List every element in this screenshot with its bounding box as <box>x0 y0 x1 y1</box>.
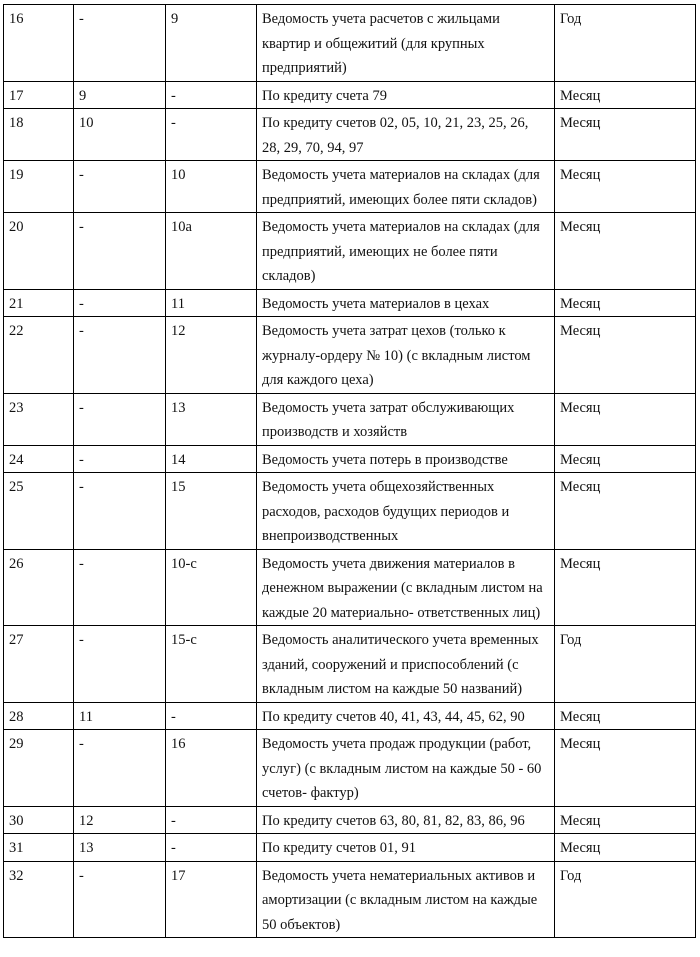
table-row <box>4 213 696 290</box>
table-row <box>4 702 696 730</box>
row-number: 28 <box>4 702 74 730</box>
period: Месяц <box>555 289 696 317</box>
period: Месяц <box>555 213 696 290</box>
register-description: По кредиту счетов 40, 41, 43, 44, 45, 62, 90 <box>257 702 555 730</box>
journal-order-number: 9 <box>74 81 166 109</box>
register-description: Ведомость учета расчетов с жильцами квартир и общежитий (для крупных предприятий) <box>257 5 555 82</box>
period: Месяц <box>555 730 696 807</box>
journal-order-number: - <box>74 626 166 703</box>
row-number: 22 <box>4 317 74 394</box>
journal-order-number: - <box>74 289 166 317</box>
row-number: 19 <box>4 161 74 213</box>
statement-number: 10 <box>166 161 257 213</box>
journal-order-number: - <box>74 5 166 82</box>
row-number: 26 <box>4 549 74 626</box>
journal-order-number: - <box>74 861 166 938</box>
table-row <box>4 626 696 703</box>
row-number: 16 <box>4 5 74 82</box>
registers-table <box>3 4 696 938</box>
register-description: Ведомость учета нематериальных активов и амортизации (с вкладным листом на каждые 50 объектов) <box>257 861 555 938</box>
period: Год <box>555 5 696 82</box>
row-number: 30 <box>4 806 74 834</box>
row-number: 32 <box>4 861 74 938</box>
period: Месяц <box>555 702 696 730</box>
period: Месяц <box>555 445 696 473</box>
period: Месяц <box>555 317 696 394</box>
journal-order-number: - <box>74 393 166 445</box>
register-description: Ведомость учета движения материалов в денежном выражении (с вкладным листом на каждые 20 материально- ответственных лиц) <box>257 549 555 626</box>
table-row <box>4 393 696 445</box>
row-number: 17 <box>4 81 74 109</box>
journal-order-number: - <box>74 473 166 550</box>
register-description: Ведомость учета потерь в производстве <box>257 445 555 473</box>
row-number: 24 <box>4 445 74 473</box>
table-row <box>4 473 696 550</box>
row-number: 31 <box>4 834 74 862</box>
register-description: По кредиту счета 79 <box>257 81 555 109</box>
table-row <box>4 317 696 394</box>
row-number: 23 <box>4 393 74 445</box>
period: Месяц <box>555 109 696 161</box>
statement-number: 14 <box>166 445 257 473</box>
table-row <box>4 109 696 161</box>
journal-order-number: 10 <box>74 109 166 161</box>
statement-number: - <box>166 806 257 834</box>
statement-number: - <box>166 702 257 730</box>
journal-order-number: - <box>74 317 166 394</box>
row-number: 20 <box>4 213 74 290</box>
table-row <box>4 861 696 938</box>
statement-number: 15-с <box>166 626 257 703</box>
table-body <box>4 5 696 938</box>
register-description: Ведомость учета затрат цехов (только к журналу-ордеру № 10) (с вкладным листом для каждого цеха) <box>257 317 555 394</box>
statement-number: 12 <box>166 317 257 394</box>
register-description: Ведомость учета затрат обслуживающих производств и хозяйств <box>257 393 555 445</box>
period: Год <box>555 626 696 703</box>
table-row <box>4 806 696 834</box>
table-row <box>4 161 696 213</box>
row-number: 27 <box>4 626 74 703</box>
table-row <box>4 730 696 807</box>
journal-order-number: - <box>74 445 166 473</box>
statement-number: 11 <box>166 289 257 317</box>
period: Месяц <box>555 161 696 213</box>
journal-order-number: - <box>74 161 166 213</box>
journal-order-number: 13 <box>74 834 166 862</box>
statement-number: - <box>166 81 257 109</box>
statement-number: 17 <box>166 861 257 938</box>
statement-number: 13 <box>166 393 257 445</box>
row-number: 18 <box>4 109 74 161</box>
journal-order-number: 11 <box>74 702 166 730</box>
statement-number: 15 <box>166 473 257 550</box>
register-description: По кредиту счетов 01, 91 <box>257 834 555 862</box>
period: Месяц <box>555 473 696 550</box>
journal-order-number: - <box>74 549 166 626</box>
register-description: Ведомость учета продаж продукции (работ, услуг) (с вкладным листом на каждые 50 - 60 счетов- фактур) <box>257 730 555 807</box>
table-row <box>4 5 696 82</box>
row-number: 29 <box>4 730 74 807</box>
period: Месяц <box>555 834 696 862</box>
statement-number: 10а <box>166 213 257 290</box>
register-description: По кредиту счетов 02, 05, 10, 21, 23, 25, 26, 28, 29, 70, 94, 97 <box>257 109 555 161</box>
period: Месяц <box>555 393 696 445</box>
register-description: Ведомость учета общехозяйственных расходов, расходов будущих периодов и внепроизводственных <box>257 473 555 550</box>
period: Месяц <box>555 81 696 109</box>
period: Месяц <box>555 806 696 834</box>
journal-order-number: - <box>74 213 166 290</box>
statement-number: - <box>166 834 257 862</box>
statement-number: 9 <box>166 5 257 82</box>
row-number: 25 <box>4 473 74 550</box>
period: Год <box>555 861 696 938</box>
register-description: Ведомость аналитического учета временных зданий, сооружений и приспособлений (с вкладным листом на каждые 50 названий) <box>257 626 555 703</box>
row-number: 21 <box>4 289 74 317</box>
period: Месяц <box>555 549 696 626</box>
table-row <box>4 549 696 626</box>
statement-number: 10-с <box>166 549 257 626</box>
journal-order-number: 12 <box>74 806 166 834</box>
register-description: Ведомость учета материалов на складах (для предприятий, имеющих более пяти складов) <box>257 161 555 213</box>
table-row <box>4 445 696 473</box>
register-description: Ведомость учета материалов на складах (для предприятий, имеющих не более пяти складов) <box>257 213 555 290</box>
statement-number: 16 <box>166 730 257 807</box>
register-description: Ведомость учета материалов в цехах <box>257 289 555 317</box>
table-row <box>4 81 696 109</box>
table-row <box>4 834 696 862</box>
journal-order-number: - <box>74 730 166 807</box>
register-description: По кредиту счетов 63, 80, 81, 82, 83, 86, 96 <box>257 806 555 834</box>
statement-number: - <box>166 109 257 161</box>
table-row <box>4 289 696 317</box>
